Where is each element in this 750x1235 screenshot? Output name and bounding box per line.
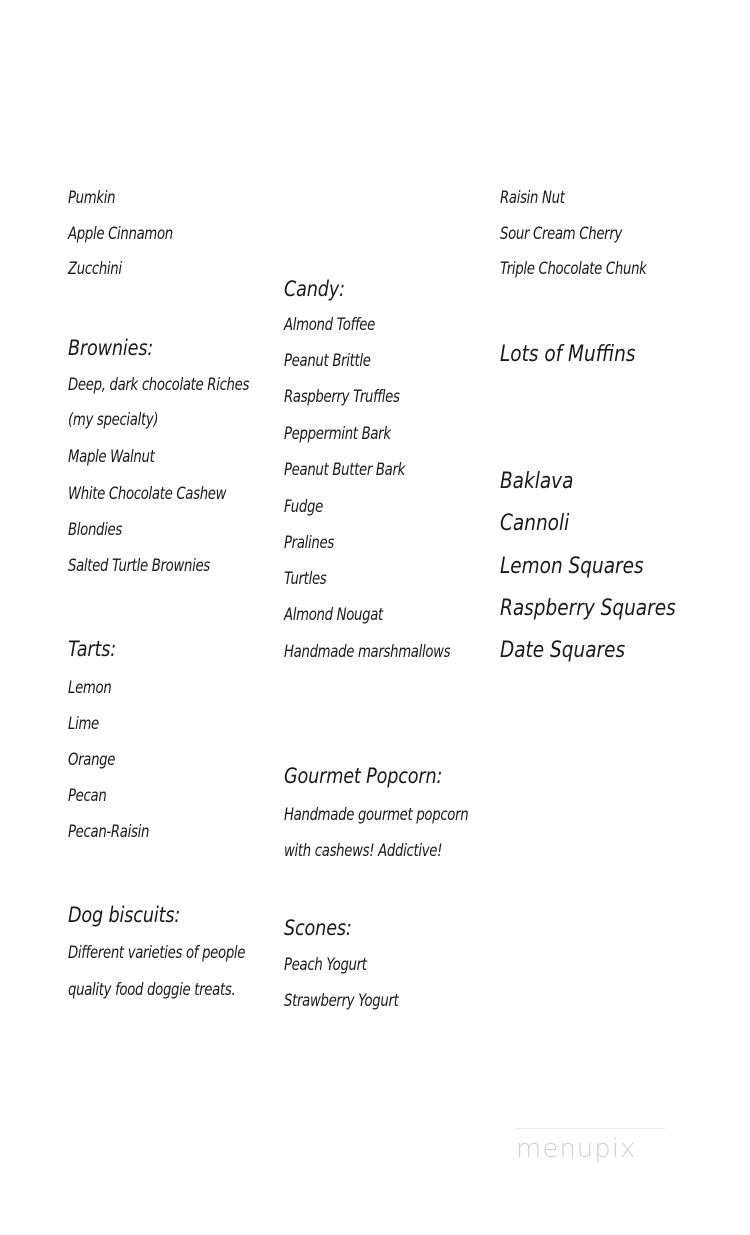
menu-item: Almond Nougat (284, 605, 383, 625)
menu-item: Peanut Brittle (284, 351, 371, 371)
popcorn-heading: Gourmet Popcorn: (284, 764, 443, 788)
tarts-heading: Tarts: (68, 637, 117, 661)
menu-item: Strawberry Yogurt (284, 991, 399, 1011)
menu-item: Turtles (284, 569, 327, 589)
menu-item: Raspberry Truffles (284, 387, 400, 407)
menu-item: Peppermint Bark (284, 424, 391, 444)
brownies-heading: Brownies: (68, 336, 154, 360)
menu-item: Pralines (284, 533, 334, 553)
special-item: Date Squares (500, 638, 626, 663)
menu-item-zucchini: Zucchini (68, 259, 122, 279)
special-item: Cannoli (500, 511, 570, 536)
menu-item: Orange (68, 750, 116, 770)
menu-item-apple-cinnamon: Apple Cinnamon (68, 224, 173, 244)
menu-item: Triple Chocolate Chunk (500, 259, 647, 279)
menu-item: Fudge (284, 497, 323, 517)
special-item: Baklava (500, 469, 574, 494)
menu-item: Raisin Nut (500, 188, 565, 208)
menu-item: Lime (68, 714, 99, 734)
popcorn-description: Handmade gourmet popcorn (284, 805, 469, 825)
menu-item: Blondies (68, 520, 122, 540)
muffins-heading: Lots of Muffins (500, 342, 636, 367)
menu-item: Peanut Butter Bark (284, 460, 405, 480)
menu-item: Lemon (68, 678, 112, 698)
watermark-divider (515, 1128, 665, 1129)
special-item: Raspberry Squares (500, 596, 676, 621)
watermark-logo: menupix (516, 1134, 637, 1164)
menu-item: Pecan-Raisin (68, 822, 150, 842)
menu-item: Peach Yogurt (284, 955, 367, 975)
menu-item: Pecan (68, 786, 107, 806)
dog-biscuits-heading: Dog biscuits: (68, 903, 181, 927)
menu-item: Sour Cream Cherry (500, 224, 622, 244)
dog-biscuits-description: Different varieties of people (68, 943, 246, 963)
menu-item: Almond Toffee (284, 315, 375, 335)
menu-item-pumkin: Pumkin (68, 188, 116, 208)
special-item: Lemon Squares (500, 554, 644, 579)
menu-item: Deep, dark chocolate Riches (68, 375, 250, 395)
menu-item: Maple Walnut (68, 447, 155, 467)
dog-biscuits-description: quality food doggie treats. (68, 980, 236, 1000)
menu-item: Handmade marshmallows (284, 642, 451, 662)
scones-heading: Scones: (284, 916, 352, 940)
menu-item: (my specialty) (68, 410, 159, 430)
popcorn-description: with cashews! Addictive! (284, 841, 443, 861)
menu-item: White Chocolate Cashew (68, 484, 227, 504)
candy-heading: Candy: (284, 277, 345, 301)
menu-item: Salted Turtle Brownies (68, 556, 210, 576)
